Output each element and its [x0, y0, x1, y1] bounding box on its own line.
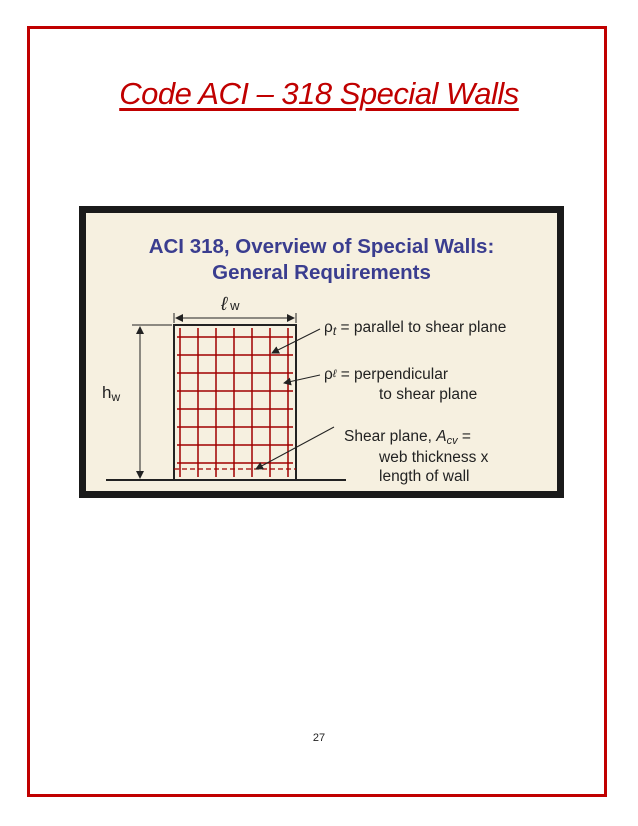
shear-symbol: A [436, 428, 447, 445]
figure-heading-line1: ACI 318, Overview of Special Walls: [148, 235, 495, 258]
figure-heading-line2: General Requirements [212, 261, 431, 284]
shear-prefix: Shear plane, [344, 428, 437, 445]
rho-l-symbol: ρ [324, 366, 333, 383]
rho-t-text: = parallel to shear plane [340, 319, 507, 336]
rho-l-label [324, 366, 448, 384]
page-number: 27 [312, 732, 326, 744]
rho-t-symbol: ρ [324, 319, 333, 336]
rho-t-subscript: t [332, 324, 337, 338]
rebar-grid [177, 328, 293, 477]
figure-panel [86, 213, 557, 491]
shear-suffix: = [457, 428, 471, 445]
shear-line2: web thickness x [379, 449, 489, 466]
hw-symbol: h [102, 383, 112, 402]
hw-label [102, 383, 120, 403]
rho-l-text-line2: to shear plane [379, 386, 478, 403]
figure-frame [79, 206, 564, 498]
shear-subscript: cv [446, 435, 458, 447]
lw-symbol: ℓ [221, 294, 228, 315]
lw-subscript: w [230, 298, 240, 313]
rho-l-text-line1: = perpendicular [340, 366, 448, 383]
shear-plane-label [344, 428, 471, 446]
page-title: Code ACI – 318 Special Walls [119, 76, 519, 111]
lw-label [221, 294, 240, 316]
shear-line3: length of wall [379, 468, 470, 485]
rho-l-leader [284, 375, 320, 383]
rho-l-subscript: ℓ [332, 368, 337, 380]
hw-subscript: w [111, 390, 121, 404]
rho-t-label [324, 319, 506, 337]
